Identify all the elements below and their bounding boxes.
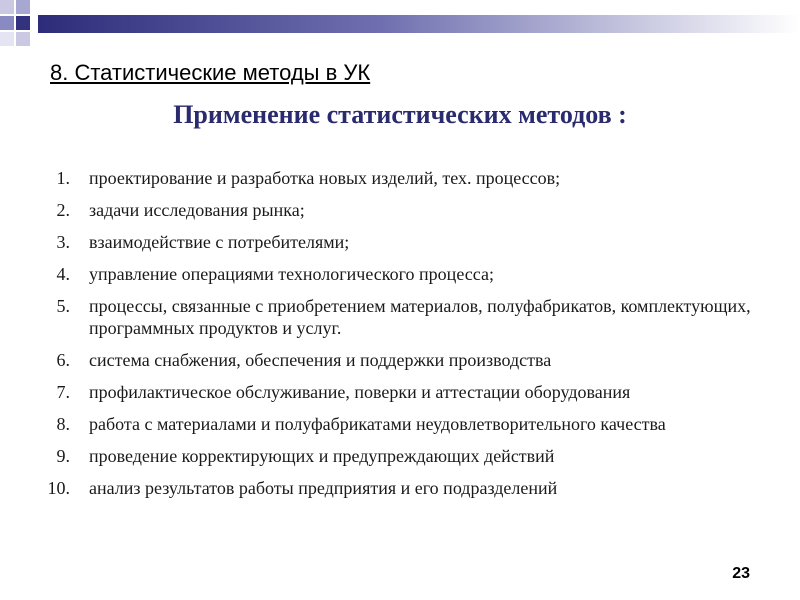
decor-square xyxy=(16,0,30,14)
list-item-text: система снабжения, обеспечения и поддержки производства xyxy=(89,350,552,370)
list-item xyxy=(0,477,780,499)
decor-square xyxy=(0,0,14,14)
list-item-text: работа с материалами и полуфабрикатами неудовлетворительного качества xyxy=(89,414,666,434)
list-item xyxy=(0,263,780,285)
list-item-text: анализ результатов работы предприятия и его подразделений xyxy=(89,478,558,498)
list-item-text: процессы, связанные с приобретением материалов, полуфабрикатов, комплектующих, программных продуктов и услуг. xyxy=(89,296,751,338)
list-item xyxy=(0,381,780,403)
numbered-list xyxy=(0,167,780,509)
decor-square xyxy=(0,32,14,46)
list-item-text: задачи исследования рынка; xyxy=(89,200,305,220)
list-item-number: 8. xyxy=(56,414,70,434)
list-item xyxy=(0,349,780,371)
page-number: 23 xyxy=(732,565,750,582)
list-item-number: 5. xyxy=(56,296,70,316)
list-item xyxy=(0,199,780,221)
list-item-text: управление операциями технологического процесса; xyxy=(89,264,494,284)
list-item xyxy=(0,413,780,435)
slide-heading: 8. Статистические методы в УК xyxy=(50,60,371,85)
decor-square xyxy=(16,32,30,46)
list-item-text: проектирование и разработка новых изделий, тех. процессов; xyxy=(89,168,561,188)
decor-square xyxy=(0,16,14,30)
header-gradient-bar xyxy=(38,15,800,33)
list-item-text: взаимодействие с потребителями; xyxy=(89,232,350,252)
list-item-number: 1. xyxy=(56,168,70,188)
list-item xyxy=(0,295,780,339)
list-item-number: 9. xyxy=(56,446,70,466)
decor-square xyxy=(16,16,30,30)
list-item-number: 10. xyxy=(47,478,70,498)
list-item-number: 3. xyxy=(56,232,70,252)
list-item-number: 4. xyxy=(56,264,70,284)
list-item xyxy=(0,167,780,189)
list-item-number: 7. xyxy=(56,382,70,402)
list-item xyxy=(0,231,780,253)
list-item-number: 6. xyxy=(56,350,70,370)
slide-subtitle: Применение статистических методов : xyxy=(173,100,627,129)
list-item-text: проведение корректирующих и предупреждающих действий xyxy=(89,446,555,466)
list-item-number: 2. xyxy=(56,200,70,220)
list-item xyxy=(0,445,780,467)
list-item-text: профилактическое обслуживание, поверки и аттестации оборудования xyxy=(89,382,631,402)
